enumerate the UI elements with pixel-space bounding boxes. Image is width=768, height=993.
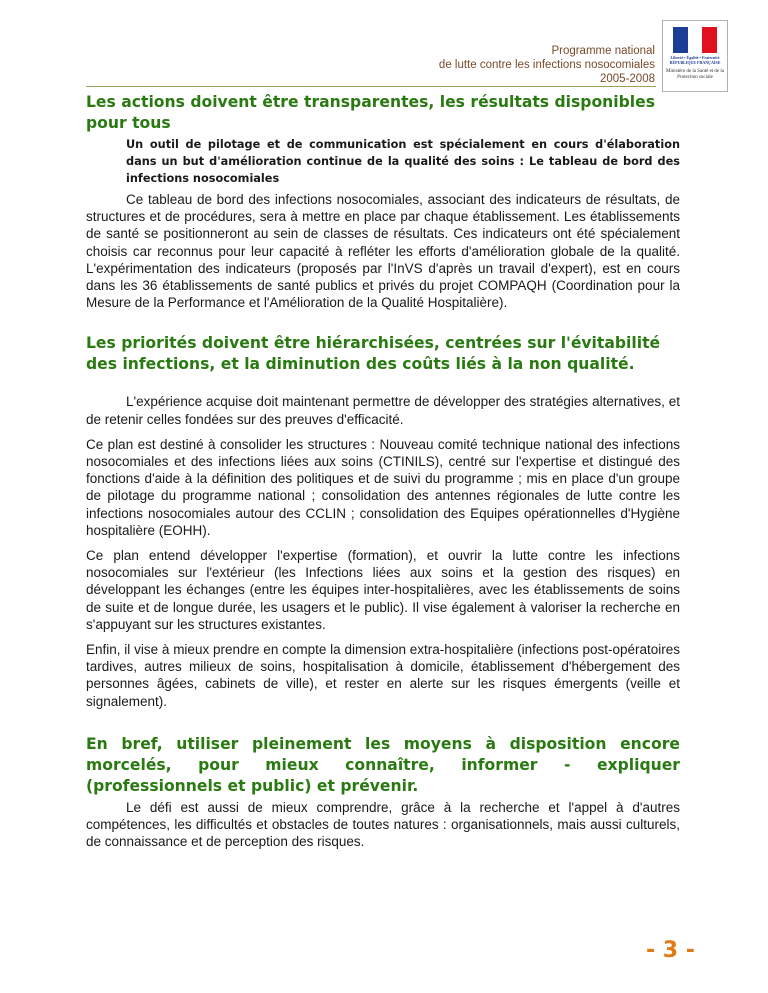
programme-title	[439, 44, 655, 86]
programme-line-2: de lutte contre les infections nosocomiales	[438, 59, 655, 71]
logo-ministry-name: Ministère de la Santé et de la Protection sociale	[665, 69, 725, 80]
logo-motto: Liberté • Égalité • Fraternité RÉPUBLIQUE FRANÇAISE	[669, 55, 721, 65]
section-2-paragraph-2: Ce plan est destiné à consolider les structures : Nouveau comité technique national des infections nosocomiales et des infections liées aux soins (CTINILS), centré sur l'expertise et distingué des fonctions d'aide à la définition des politiques et de suivi du programme ; mis en place d'un groupe de pilotage du programme national ; consolidation des antennes régionales de lutte contre les infections nosocomiales autour des CCLIN ; consolidation des Equipes opérationnelles d'Hygiène hospitalière (EOHH).	[86, 436, 680, 538]
section-3-paragraph-1: Le défi est aussi de mieux comprendre, grâce à la recherche et l'appel à d'autres compétences, les difficultés et obstacles de toutes natures : organisationnels, mais aussi culturels, de connaissance et de perception des risques.	[86, 799, 680, 850]
header-divider	[86, 86, 656, 87]
programme-line-1: Programme national	[551, 45, 655, 57]
page-header	[0, 0, 768, 90]
marianne-flag-icon	[673, 27, 717, 53]
section-2-heading: Les priorités doivent être hiérarchisées, centrées sur l'évitabilité des infections, et la diminution des coûts liés à la non qualité.	[86, 334, 661, 374]
document-body	[86, 92, 680, 850]
section-2-paragraph-4: Enfin, il vise à mieux prendre en compte la dimension extra-hospitalière (infections post-opératoires tardives, autres milieux de soins, hospitalisation à domicile, établissement d'hébergement des personnes âgées, cabinets de ville), et rester en alerte sur les risques émergents (veille et signalement).	[86, 642, 680, 709]
ministry-logo	[662, 20, 728, 92]
section-3-heading: En bref, utiliser pleinement les moyens à disposition encore morcelés, pour mieux connaître, informer - expliquer (professionnels et public) et prévenir.	[86, 734, 680, 795]
section-1-subheading: Un outil de pilotage et de communication est spécialement en cours d'élaboration dans un but d'amélioration continue de la qualité des soins : Le tableau de bord des infections nosocomiales	[126, 138, 680, 185]
section-2-paragraph-1: L'expérience acquise doit maintenant permettre de développer des stratégies alternatives, et de retenir celles fondées sur des preuves d'efficacité.	[86, 394, 680, 427]
section-2-paragraph-3: Ce plan entend développer l'expertise (formation), et ouvrir la lutte contre les infections nosocomiales sur l'extérieur (les Infections liées aux soins et la gestion des risques) en développant les échanges (entre les équipes inter-hospitalières, avec les établissements de soins de suite et de longue durée, les usagers et le public). Il vise également à valoriser la recherche en s'appuyant sur les structures existantes.	[86, 548, 680, 632]
section-1-paragraph-1: Ce tableau de bord des infections nosocomiales, associant des indicateurs de résultats, de structures et de procédures, sera à mettre en place par chaque établissement. Les établissements de santé se positionneront au sein de classes de résultats. Ces indicateurs ont été spécialement choisis car reconnus pour leur capacité à refléter les efforts d'amélioration globale de la qualité. L'expérimentation des indicateurs (proposés par l'InVS d'après un travail d'expert), est en cours dans les 36 établissements de santé publics et privés du projet COMPAQH (Coordination pour la Mesure de la Performance et l'Amélioration de la Qualité Hospitalière).	[86, 192, 680, 311]
section-1-heading: Les actions doivent être transparentes, les résultats disponibles pour tous	[86, 93, 655, 132]
programme-years: 2005-2008	[600, 73, 655, 85]
page-number: - 3 -	[646, 938, 695, 963]
